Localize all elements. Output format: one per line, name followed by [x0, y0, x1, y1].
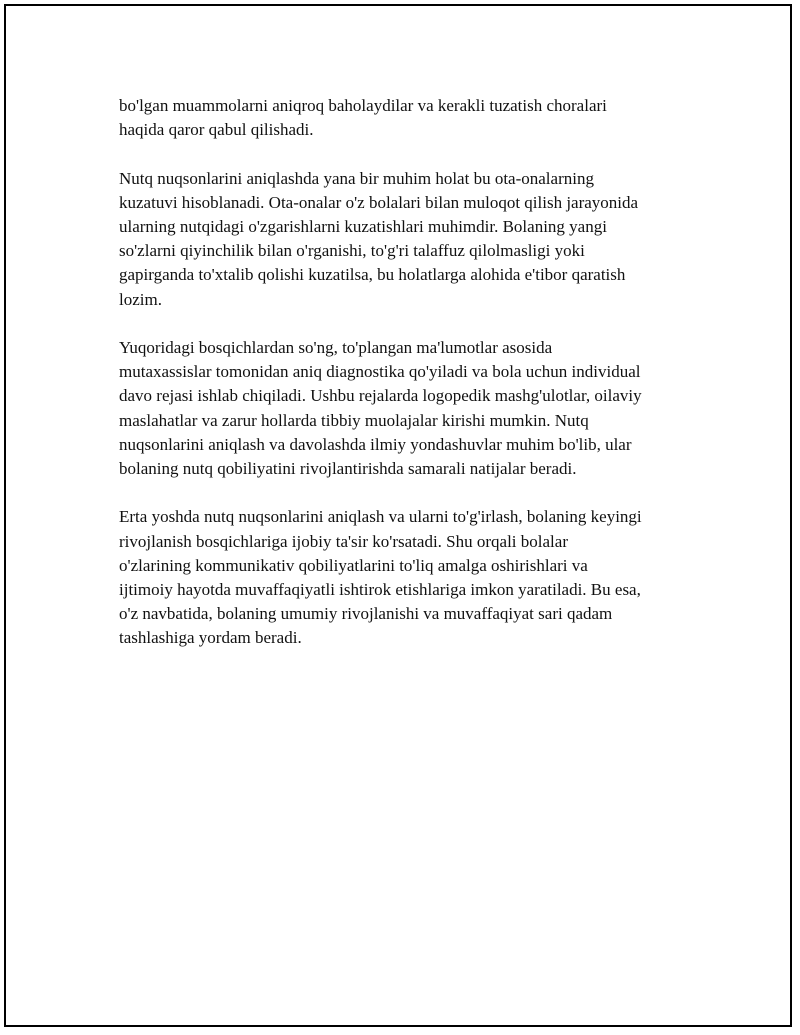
text-line: ijtimoiy hayotda muvaffaqiyatli ishtirok etishlariga imkon yaratiladi. Bu esa,	[119, 580, 641, 600]
text-line: mutaxassislar tomonidan aniq diagnostika qo'yiladi va bola uchun individual	[119, 362, 641, 382]
document-body	[119, 94, 699, 675]
text-line: bo'lgan muammolarni aniqroq baholaydilar va kerakli tuzatish choralari	[119, 96, 607, 115]
text-line: o'zlarining kommunikativ qobiliyatlarini to'liq amalga oshirishlari va	[119, 555, 588, 575]
text-line: Yuqoridagi bosqichlardan so'ng, to'plangan ma'lumotlar asosida	[119, 338, 553, 357]
text-line: rivojlanish bosqichlariga ijobiy ta'sir ko'rsatadi. Shu orqali bolalar	[119, 531, 568, 551]
text-line: maslahatlar va zarur hollarda tibbiy muolajalar kirishi mumkin. Nutq	[119, 410, 589, 430]
text-line: nuqsonlarini aniqlash va davolashda ilmiy yondashuvlar muhim bo'lib, ular	[119, 434, 632, 454]
text-line: kuzatuvi hisoblanadi. Ota-onalar o'z bolalari bilan muloqot qilish jarayonida	[119, 192, 639, 212]
text-line: o'z navbatida, bolaning umumiy rivojlanishi va muvaffaqiyat sari qadam	[119, 604, 613, 624]
text-line: tashlashiga yordam beradi.	[119, 628, 302, 648]
text-line: gapirganda to'xtalib qolishi kuzatilsa, bu holatlarga alohida e'tibor qaratish	[119, 265, 626, 285]
text-line: davo rejasi ishlab chiqiladi. Ushbu rejalarda logopedik mashg'ulotlar, oilaviy	[119, 386, 642, 406]
text-line: lozim.	[119, 289, 162, 309]
paragraph-3	[119, 336, 699, 481]
text-line: Erta yoshda nutq nuqsonlarini aniqlash va ularni to'g'irlash, bolaning keyingi	[119, 507, 642, 527]
paragraph-4	[119, 505, 699, 650]
text-line: ularning nutqidagi o'zgarishlarni kuzatishlari muhimdir. Bolaning yangi	[119, 217, 607, 236]
paragraph-1	[119, 94, 699, 142]
text-line: so'zlarni qiyinchilik bilan o'rganishi, to'g'ri talaffuz qilolmasligi yoki	[119, 241, 585, 261]
text-line: haqida qaror qabul qilishadi.	[119, 120, 314, 140]
document-page	[4, 4, 792, 1027]
text-line: bolaning nutq qobiliyatini rivojlantirishda samarali natijalar beradi.	[119, 459, 577, 479]
paragraph-2	[119, 167, 699, 312]
text-line: Nutq nuqsonlarini aniqlashda yana bir muhim holat bu ota-onalarning	[119, 168, 594, 188]
